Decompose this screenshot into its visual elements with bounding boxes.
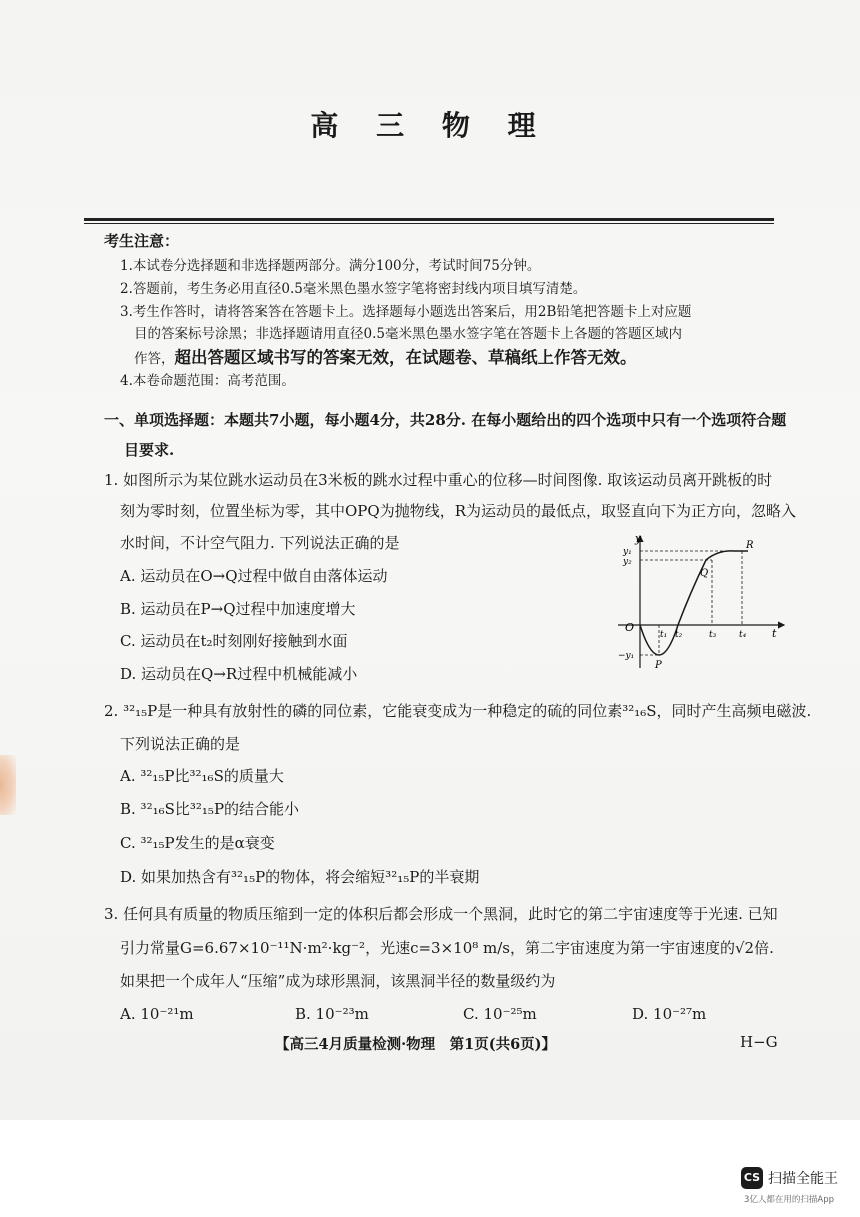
page-footer: 【高三4月质量检测·物理 第1页(共6页)】 xyxy=(275,1036,557,1053)
q2-option-a: A. ³²₁₅P比³²₁₆S的质量大 xyxy=(120,767,284,785)
guide-lines xyxy=(640,551,742,655)
q3-option-c: C. 10⁻²⁵m xyxy=(463,1005,537,1023)
q1-stem-3: 水时间，不计空气阻力. 下列说法正确的是 xyxy=(120,534,400,552)
graph-label-t2: t₂ xyxy=(675,630,683,640)
notice-item-3-cont: 目的答案标号涂黑；非选择题请用直径0.5毫米黑色墨水签字笔在答题卡上各题的答题区域内 xyxy=(134,326,682,342)
q1-option-b: B. 运动员在P→Q过程中加速度增大 xyxy=(120,600,356,618)
q3-stem-3: 如果把一个成年人“压缩”成为球形黑洞，该黑洞半径的数量级约为 xyxy=(120,972,556,990)
notice-item-3-lead: 作答， xyxy=(134,351,175,367)
notice-item-2: 2.答题前，考生务必用直径0.5毫米黑色墨水签字笔将密封线内项目填写清楚。 xyxy=(120,281,587,297)
graph-label-p: P xyxy=(655,660,662,671)
q3-option-d: D. 10⁻²⁷m xyxy=(632,1005,707,1023)
q1-displacement-time-graph xyxy=(612,530,792,680)
header-rule-thin xyxy=(84,223,774,224)
notice-item-3: 3.考生作答时，请将答案答在答题卡上。选择题每小题选出答案后，用2B铅笔把答题卡上对应题 xyxy=(120,304,692,320)
q1-option-a: A. 运动员在O→Q过程中做自由落体运动 xyxy=(120,567,388,585)
q2-stem-1: 2. ³²₁₅P是一种具有放射性的磷的同位素，它能衰变成为一种稳定的硫的同位素³²₁₆S，同时产生高频电磁波. xyxy=(104,702,812,720)
notice-item-4: 4.本卷命题范围：高考范围。 xyxy=(120,373,295,389)
notice-item-3-tail xyxy=(134,344,637,368)
section-heading: 一、单项选择题：本题共7小题，每小题4分，共28分. 在每小题给出的四个选项中只有一个选项符合题 xyxy=(104,411,787,429)
displacement-curve xyxy=(640,551,748,655)
header-rule xyxy=(84,218,774,221)
graph-label-y1: y₁ xyxy=(623,547,632,557)
paper-code: H−G xyxy=(740,1033,778,1051)
graph-label-t4: t₄ xyxy=(739,630,747,640)
graph-label-origin: O xyxy=(625,621,635,634)
q1-stem-2: 刻为零时刻，位置坐标为零，其中OPQ为抛物线，R为运动员的最低点，取竖直向下为正方向，忽略入 xyxy=(120,502,796,520)
q1-stem-1: 1. 如图所示为某位跳水运动员在3米板的跳水过程中重心的位移—时间图像. 取该运动员离开跳板的时 xyxy=(104,471,773,489)
notice-item-1: 1.本试卷分选择题和非选择题两部分。满分100分，考试时间75分钟。 xyxy=(120,258,541,274)
q3-stem-1: 3. 任何具有质量的物质压缩到一定的体积后都会形成一个黑洞，此时它的第二宇宙速度等于光速. 已知 xyxy=(104,905,778,923)
notice-emphasis: 超出答题区域书写的答案无效，在试题卷、草稿纸上作答无效。 xyxy=(174,348,637,367)
q3-option-b: B. 10⁻²³m xyxy=(295,1005,369,1023)
graph-label-t1: t₁ xyxy=(660,630,668,640)
graph-label-neg-y1: −y₁ xyxy=(618,651,635,661)
graph-label-t3: t₃ xyxy=(709,630,717,640)
page-title: 高 三 物 理 xyxy=(310,109,550,142)
q2-stem-2: 下列说法正确的是 xyxy=(120,735,241,753)
scanner-tagline: 3亿人都在用的扫描App xyxy=(744,1195,835,1205)
q3-option-a: A. 10⁻²¹m xyxy=(120,1005,194,1023)
q3-stem-2: 引力常量G=6.67×10⁻¹¹N·m²·kg⁻²，光速c=3×10⁸ m/s，第二宇宙速度为第一宇宙速度的√2倍. xyxy=(120,939,774,957)
q1-option-d: D. 运动员在Q→R过程中机械能减小 xyxy=(120,665,358,683)
graph-label-q: Q xyxy=(700,568,709,579)
q2-option-d: D. 如果加热含有³²₁₅P的物体，将会缩短³²₁₅P的半衰期 xyxy=(120,868,480,886)
q2-option-c: C. ³²₁₅P发生的是α衰变 xyxy=(120,834,275,852)
q2-option-b: B. ³²₁₆S比³²₁₅P的结合能小 xyxy=(120,800,300,818)
q1-option-c: C. 运动员在t₂时刻刚好接触到水面 xyxy=(120,632,348,650)
graph-label-y: y xyxy=(635,532,642,545)
graph-label-t: t xyxy=(772,627,777,640)
graph-label-y2: y₂ xyxy=(623,557,632,567)
camscanner-logo: CS xyxy=(741,1167,763,1189)
section-heading-cont: 目要求. xyxy=(124,441,175,459)
notice-heading: 考生注意： xyxy=(104,232,180,250)
scanner-app-name: 扫描全能王 xyxy=(768,1171,838,1187)
page-stain xyxy=(0,755,16,815)
graph-label-r: R xyxy=(746,540,754,551)
